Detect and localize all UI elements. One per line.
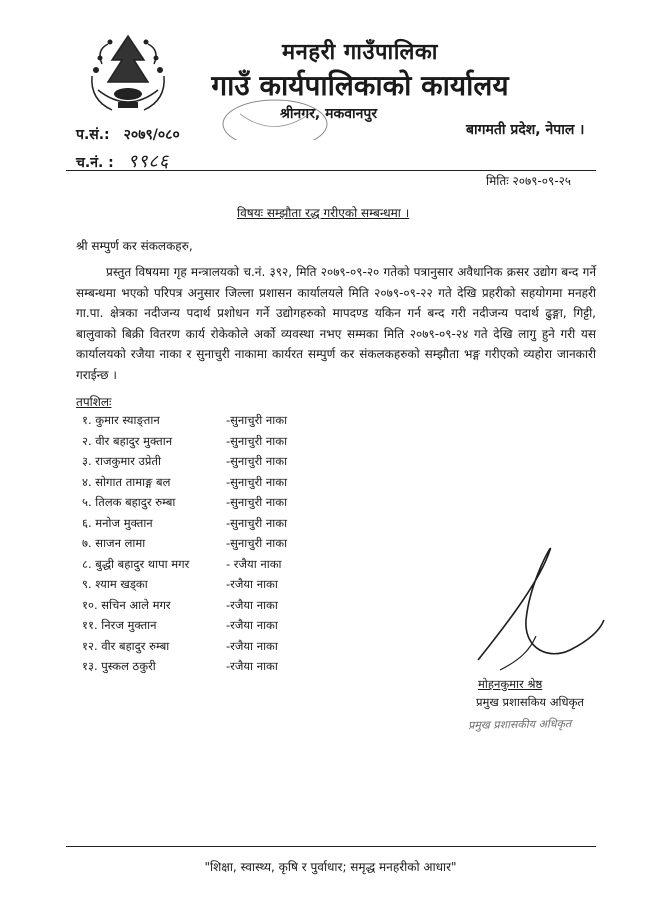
collector-name: ६. मनोज मुक्तान	[82, 515, 153, 530]
collector-name: ५. तिलक बहादुर रुम्बा	[82, 495, 176, 509]
list-item	[82, 413, 342, 434]
signatory-title: प्रमुख प्रशासकिय अधिकृत	[476, 695, 584, 709]
collector-post: -रजैया नाका	[226, 618, 278, 632]
government-emblem-icon	[82, 30, 174, 118]
collector-name: ९. श्याम खड्का	[82, 577, 148, 591]
list-item	[82, 516, 342, 537]
collector-post: -सुनाचुरी नाका	[226, 495, 288, 509]
collector-post: -रजैया नाका	[226, 597, 278, 612]
collector-post: -सुनाचुरी नाका	[226, 433, 288, 448]
collector-name: ४. सोगात तामाङ्ग बल	[82, 474, 171, 489]
collector-post: -रजैया नाका	[226, 659, 278, 673]
collector-name: ३. राजकुमार उप्रेती	[82, 454, 161, 468]
collector-post: -रजैया नाका	[226, 638, 278, 653]
signature-scribble-icon	[470, 540, 610, 680]
collector-name: २. वीर बहादुर मुक्तान	[82, 433, 173, 448]
list-item	[82, 577, 342, 598]
header-divider	[66, 170, 596, 171]
letter-subject: विषयः सम्झौता रद्ध गरीएको सम्बन्धमा ।	[237, 206, 410, 220]
list-item	[82, 557, 342, 578]
salutation: श्री सम्पुर्ण कर संकलकहरु,	[76, 239, 193, 253]
dispatch-label: च.नं. :	[76, 155, 114, 171]
reference-label: प.सं.:	[76, 127, 110, 143]
dispatch-value: ९९८६	[127, 151, 170, 172]
list-item	[82, 536, 342, 557]
footer-divider	[66, 846, 596, 847]
signatory-name: मोहनकुमार श्रेष्ठ	[478, 677, 543, 691]
list-item	[82, 639, 342, 660]
collector-name: १२. वीर बहादुर रुम्बा	[82, 638, 170, 653]
province-label: बागमती प्रदेश, नेपाल ।	[466, 122, 585, 138]
list-item	[82, 434, 342, 455]
collector-post: -सुनाचुरी नाका	[226, 515, 288, 530]
list-item	[82, 454, 342, 475]
collector-post: -सुनाचुरी नाका	[226, 536, 288, 550]
footer-motto: "शिक्षा, स्वास्थ्य, कृषि र पुर्वाधार; समृद्ध मनहरीको आधार"	[204, 860, 457, 874]
letter-body: प्रस्तुत विषयमा गृह मन्त्रालयको च.नं. ३९२, मिति २०७९-०९-२० गतेको पत्रानुसार अवैधानिक क्रसर उद्योग बन्द गर्ने सम्बन्धमा भएको परिपत्र अनुसार जिल्ला प्रशासन कार्यालयले मिति २०७९-०९-२२ गते देखि प्रहरीको सहयोगमा मनहरी गा.पा. क्षेत्रका नदीजन्य पदार्थ प्रशोधन गर्ने उद्योगहरुको मापदण्ड यकिन गर्न बन्द गरी नदीजन्य पदार्थ ढुङ्गा, गिट्टी, बालुवाको बिक्री वितरण कार्य रोकेकोले अर्को व्यवस्था नभए सम्मका मिति २०७९-०९-२४ गते देखि लागु हुने गरी यस कार्यालयको रजैया नाका र सुनाचुरी नाकामा कार्यरत सम्पुर्ण कर संकलकहरुको सम्झौता भङ्ग गरीएको व्यहोरा जानकारी गराईन्छ ।	[76, 265, 596, 382]
letter-date: मितिः २०७९-०९-२५	[486, 174, 572, 188]
municipality-name: मनहरी गाउँपालिका	[282, 40, 438, 65]
collector-post: -सुनाचुरी नाका	[226, 454, 288, 468]
collector-list	[82, 413, 342, 680]
list-item	[82, 495, 342, 516]
collector-post: -सुनाचुरी नाका	[226, 413, 288, 427]
collector-name: १३. पुस्कल ठकुरी	[82, 659, 156, 673]
collector-name: १. कुमार स्याङ्तान	[82, 413, 160, 427]
list-item	[82, 475, 342, 496]
collector-post: - रजैया नाका	[226, 556, 282, 571]
reference-number	[76, 125, 180, 144]
collector-name: ७. साजन लामा	[82, 536, 146, 550]
signatory-stamp: प्रमुख प्रशासकीय अधिकृत	[467, 717, 572, 732]
list-item	[82, 598, 342, 619]
collector-name: ८. बुद्धी बहादुर थापा मगर	[82, 556, 190, 571]
collector-name: १०. सचिन आले मगर	[82, 597, 171, 612]
office-address: श्रीनगर, मकवानपुर	[280, 106, 378, 122]
details-heading: तपशिलः	[76, 395, 112, 409]
list-item	[82, 659, 342, 680]
reference-value: २०७९/०८०	[123, 127, 180, 143]
collector-name: ११. निरज मुक्तान	[82, 618, 157, 632]
collector-post: -रजैया नाका	[226, 577, 278, 591]
list-item	[82, 618, 342, 639]
collector-post: -सुनाचुरी नाका	[226, 474, 288, 489]
office-name: गाउँ कार्यपालिकाको कार्यालय	[211, 69, 509, 102]
